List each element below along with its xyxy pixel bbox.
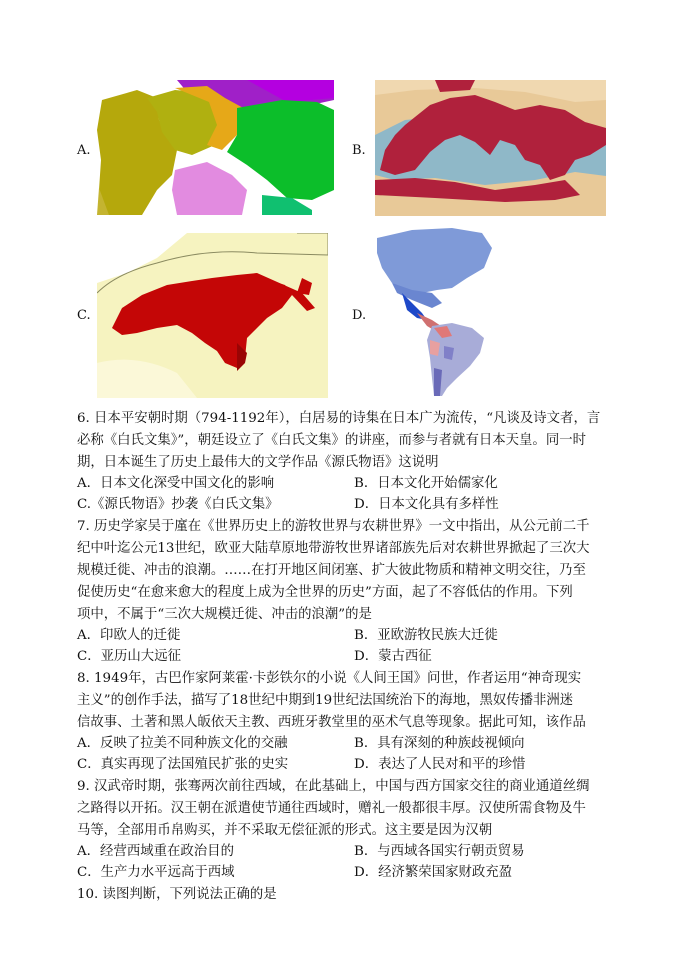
map-b-roman-empire — [375, 80, 606, 216]
q7-option-d[interactable]: D．蒙古西征 — [354, 649, 432, 664]
map-a-mongol-khanates — [97, 80, 334, 215]
q8-stem-line-2: 主义”的创作手法，描写了18世纪中期到19世纪法国统治下的海地，黑奴传播非洲迷 — [77, 693, 574, 708]
q7-option-c[interactable]: C．亚历山大远征 — [77, 649, 181, 664]
q10-stem-line-1: 10. 读图判断，下列说法正确的是 — [77, 887, 277, 902]
q6-stem-line-1: 6. 日本平安朝时期（794-1192年），白居易的诗集在日本广为流传，“凡谈及诗文者，言 — [77, 411, 601, 426]
q9-stem-line-2: 之路得以开拓。汉王朝在派遣使节通往西域时，赠礼一般都很丰厚。汉使所需食物及牛 — [77, 801, 586, 816]
q8-stem-line-3: 信故事、土著和黑人皈依天主教、西班牙教堂里的巫术气息等现象。据此可知，该作品 — [77, 715, 586, 730]
map-c-arab-empire — [97, 233, 328, 398]
q9-option-d[interactable]: D．经济繁荣国家财政充盈 — [354, 865, 513, 880]
q7-options-row-1 — [77, 626, 597, 646]
q6-options-row-2 — [77, 495, 597, 515]
q9-stem-line-1: 9. 汉武帝时期，张骞两次前往西域，在此基础上，中国与西方国家交往的商业通道丝绸 — [77, 779, 590, 794]
option-letter-d: D. — [352, 308, 367, 323]
q7-stem-line-3: 规模迁徙、冲击的浪潮。……在打开地区间闭塞、扩大彼此物质和精神文明交往，乃至 — [77, 563, 586, 578]
q8-option-c[interactable]: C．真实再现了法国殖民扩张的史实 — [77, 757, 289, 772]
q7-stem-line-2: 纪中叶迄公元13世纪，欧亚大陆草原地带游牧世界诸部族先后对农耕世界掀起了三次大 — [77, 541, 590, 556]
q8-options-row-1 — [77, 734, 597, 754]
q6-options-row-1 — [77, 474, 597, 494]
q6-option-d[interactable]: D．日本文化具有多样性 — [354, 497, 499, 512]
q9-option-b[interactable]: B．与西域各国实行朝贡贸易 — [354, 844, 525, 859]
q8-options-row-2 — [77, 755, 597, 775]
q6-option-a[interactable]: A．日本文化深受中国文化的影响 — [77, 476, 275, 491]
q8-option-b[interactable]: B．具有深刻的种族歧视倾向 — [354, 736, 525, 751]
q8-option-d[interactable]: D．表达了人民对和平的珍惜 — [354, 757, 526, 772]
q9-option-c[interactable]: C．生产力水平远高于西域 — [77, 865, 235, 880]
q7-stem-line-5: 项中，不属于“三次大规模迁徙、冲击的浪潮”的是 — [77, 607, 372, 622]
q7-option-b[interactable]: B．亚欧游牧民族大迁徙 — [354, 628, 498, 643]
map-d-americas — [372, 228, 494, 398]
q8-option-a[interactable]: A．反映了拉美不同种族文化的交融 — [77, 736, 288, 751]
q9-options-row-1 — [77, 842, 597, 862]
q9-options-row-2 — [77, 863, 597, 883]
q6-option-b[interactable]: B．日本文化开始儒家化 — [354, 476, 498, 491]
q7-option-a[interactable]: A．印欧人的迁徙 — [77, 628, 181, 643]
q9-option-a[interactable]: A．经营西域重在政治目的 — [77, 844, 234, 859]
q7-options-row-2 — [77, 647, 597, 667]
q6-stem-line-3: 期，日本诞生了历史上最伟大的文学作品《源氏物语》这说明 — [77, 455, 439, 470]
q7-stem-line-1: 7. 历史学家吴于廑在《世界历史上的游牧世界与农耕世界》一文中指出，从公元前二千 — [77, 519, 590, 534]
q9-stem-line-3: 马等，全部用币帛购买，并不采取无偿征派的形式。这主要是因为汉朝 — [77, 823, 493, 838]
option-letter-b: B. — [352, 143, 366, 158]
option-letter-c: C. — [77, 308, 91, 323]
option-letter-a: A. — [77, 143, 91, 158]
q8-stem-line-1: 8. 1949年，古巴作家阿莱霍·卡彭铁尔的小说《人间王国》问世，作者运用“神奇现实 — [77, 671, 582, 686]
q7-stem-line-4: 促使历史“在愈来愈大的程度上成为全世界的历史”方面，起了不容低估的作用。下列 — [77, 585, 573, 600]
q6-stem-line-2: 必称《白氏文集》”，朝廷设立了《白氏文集》的讲座，而参与者就有日本天皇。同一时 — [77, 433, 586, 448]
q6-option-c[interactable]: C.《源氏物语》抄袭《白氏文集》 — [77, 497, 279, 512]
